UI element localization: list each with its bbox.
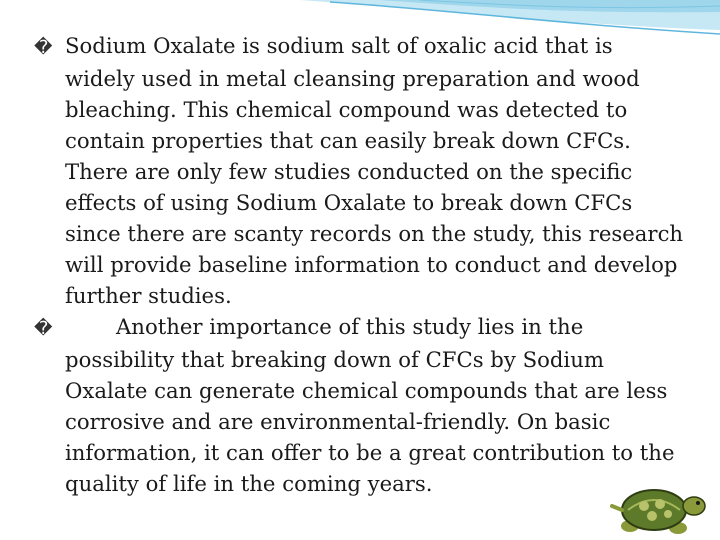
bullet-1-icon: � (34, 37, 53, 58)
content-text (34, 30, 684, 499)
paragraph-1 (34, 30, 684, 311)
paragraph-2 (34, 311, 684, 499)
paragraph-2-text: Another importance of this study lies in the possibility that breaking down of CFCs by Sodium Oxalate can generate chemical compounds that are less corrosive and are environmental-friendly. On basic information, it can offer to be a great contribution to the quality of life in the coming years. (65, 314, 675, 496)
bullet-2-icon: � (34, 318, 53, 339)
paragraph-1-text: Sodium Oxalate is sodium salt of oxalic acid that is widely used in metal cleansing preparation and wood bleaching. This chemical compound was detected to contain properties that can easily break down CFCs. There are only few studies conducted on the specific effects of using Sodium Oxalate to break down CFCs since there are scanty records on the study, this research will provide baseline information to conduct and develop further studies. (65, 33, 684, 308)
turtle-icon (608, 476, 708, 538)
